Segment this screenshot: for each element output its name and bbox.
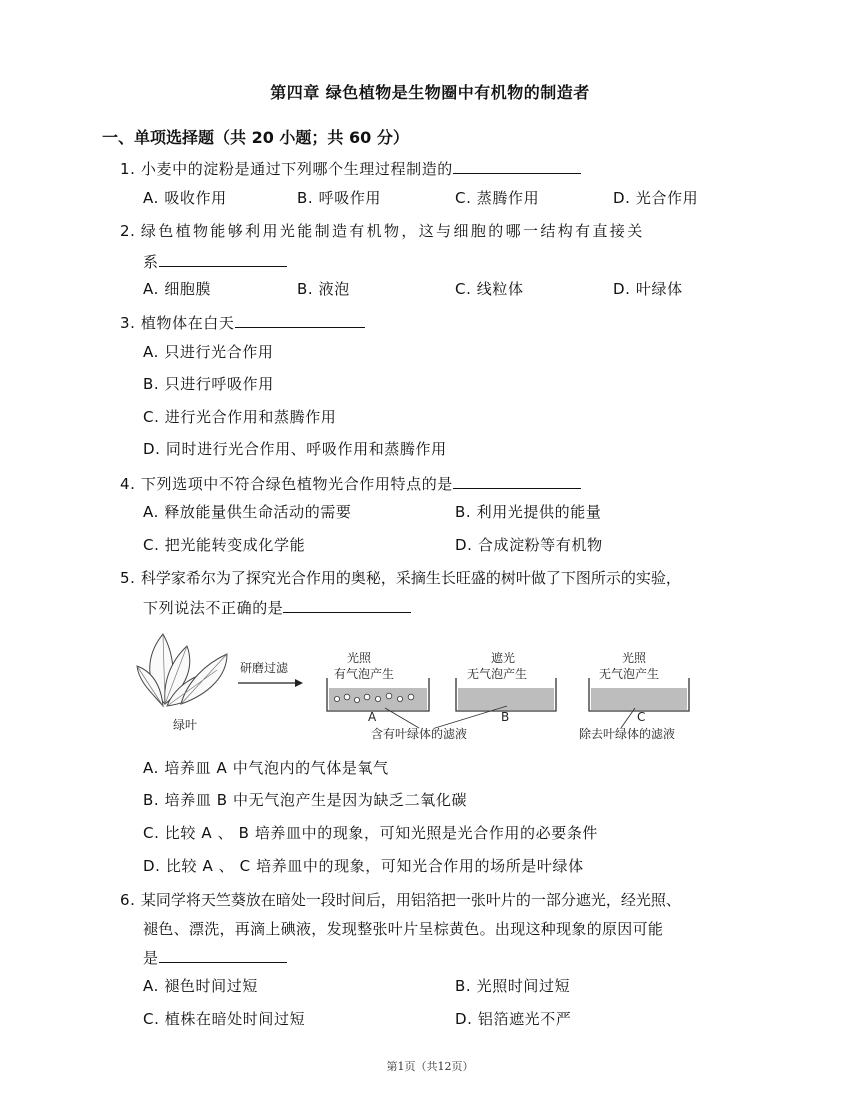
option-b[interactable]: B. 只进行呼吸作用 (143, 375, 274, 393)
dish-c-liquid (591, 688, 687, 710)
option-a[interactable]: A. 吸收作用 (143, 189, 227, 207)
question-number: 1. (120, 160, 136, 178)
question-number: 2. (120, 222, 136, 240)
question-stem-cont: 下列说法不正确的是 (143, 599, 284, 617)
question-stem: 某同学将天竺葵放在暗处一段时间后，用铝箔把一张叶片的一部分遮光，经光照、 (140, 891, 681, 909)
filtrate-c-label: 除去叶绿体的滤液 (579, 727, 676, 741)
option-a[interactable]: A. 释放能量供生命活动的需要 (143, 503, 352, 521)
question-number: 3. (120, 314, 136, 332)
dish-c-condition: 光照 (622, 651, 647, 665)
option-d[interactable]: D. 同时进行光合作用、呼吸作用和蒸腾作用 (143, 440, 447, 458)
answer-blank[interactable] (159, 947, 287, 963)
answer-blank[interactable] (453, 158, 581, 174)
experiment-figure (135, 626, 695, 748)
option-a[interactable]: A. 细胞膜 (143, 280, 212, 298)
section-heading: 一、单项选择题（共 20 小题；共 60 分） (102, 128, 409, 147)
leaf-label: 绿叶 (173, 718, 198, 732)
option-c[interactable]: C. 蒸腾作用 (455, 189, 540, 207)
page-footer: 第1页（共12页） (386, 1060, 474, 1073)
question-stem: 下列选项中不符合绿色植物光合作用特点的是 (140, 475, 453, 493)
answer-blank[interactable] (283, 597, 411, 613)
question-number: 6. (120, 891, 136, 909)
question-stem-cont: 是 (143, 949, 159, 967)
page-title: 第四章 绿色植物是生物圈中有机物的制造者 (270, 83, 590, 102)
question-stem: 小麦中的淀粉是通过下列哪个生理过程制造的 (140, 160, 453, 178)
answer-blank[interactable] (453, 473, 581, 489)
question-5 (120, 567, 681, 588)
question-number: 4. (120, 475, 136, 493)
option-a[interactable]: A. 褪色时间过短 (143, 977, 258, 995)
dish-a-label: A (368, 710, 377, 724)
question-6-line2 (143, 918, 663, 939)
option-c[interactable]: C. 线粒体 (455, 280, 524, 298)
dish-c-result: 无气泡产生 (599, 667, 660, 681)
option-b[interactable]: B. 培养皿 B 中无气泡产生是因为缺乏二氧化碳 (143, 791, 468, 809)
green-leaves-icon (137, 634, 227, 706)
question-6 (120, 889, 681, 910)
option-a[interactable]: A. 只进行光合作用 (143, 343, 274, 361)
dish-b-condition: 遮光 (491, 651, 516, 665)
question-number: 5. (120, 569, 136, 587)
option-d[interactable]: D. 合成淀粉等有机物 (455, 536, 603, 554)
question-stem: 植物体在白天 (140, 314, 235, 332)
arrow-label: 研磨过滤 (240, 661, 289, 675)
option-b[interactable]: B. 液泡 (297, 280, 350, 298)
option-b[interactable]: B. 光照时间过短 (455, 977, 571, 995)
dish-a-result: 有气泡产生 (334, 667, 395, 681)
option-d[interactable]: D. 光合作用 (613, 189, 699, 207)
question-4 (120, 473, 581, 494)
option-d[interactable]: D. 铝箔遮光不严 (455, 1010, 572, 1028)
option-b[interactable]: B. 利用光提供的能量 (455, 503, 602, 521)
dish-b-label: B (501, 710, 510, 724)
dish-b-result: 无气泡产生 (467, 667, 528, 681)
question-stem: 科学家希尔为了探究光合作用的奥秘，采摘生长旺盛的树叶做了下图所示的实验， (140, 569, 681, 587)
dish-c-label: C (637, 710, 646, 724)
option-c[interactable]: C. 把光能转变成化学能 (143, 536, 306, 554)
question-2 (120, 220, 641, 241)
answer-blank[interactable] (159, 251, 287, 267)
question-stem: 绿 色 植 物 能 够 利 用 光 能 制 造 有 机 物 ， 这 与 细 胞 的 哪 一 结 构 有 直 接 关 (140, 222, 641, 240)
question-2-line2 (143, 251, 287, 272)
dish-a-condition: 光照 (347, 651, 372, 665)
option-d[interactable]: D. 叶绿体 (613, 280, 683, 298)
question-1 (120, 158, 581, 179)
option-c[interactable]: C. 进行光合作用和蒸腾作用 (143, 408, 337, 426)
option-c[interactable]: C. 植株在暗处时间过短 (143, 1010, 306, 1028)
question-5-line2 (143, 597, 411, 618)
answer-blank[interactable] (235, 312, 365, 328)
question-6-line3 (143, 947, 287, 968)
arrow-head-icon (295, 679, 303, 687)
filtrate-ab-label: 含有叶绿体的滤液 (371, 727, 468, 741)
option-d[interactable]: D. 比较 A 、 C 培养皿中的现象，可知光合作用的场所是叶绿体 (143, 857, 584, 875)
option-c[interactable]: C. 比较 A 、 B 培养皿中的现象，可知光照是光合作用的必要条件 (143, 824, 599, 842)
option-a[interactable]: A. 培养皿 A 中气泡内的气体是氧气 (143, 759, 389, 777)
question-stem-cont: 褪色、漂洗，再滴上碘液，发现整张叶片呈棕黄色。出现这种现象的原因可能 (143, 920, 664, 938)
question-stem-cont: 系 (143, 253, 159, 271)
question-3 (120, 312, 365, 333)
option-b[interactable]: B. 呼吸作用 (297, 189, 382, 207)
